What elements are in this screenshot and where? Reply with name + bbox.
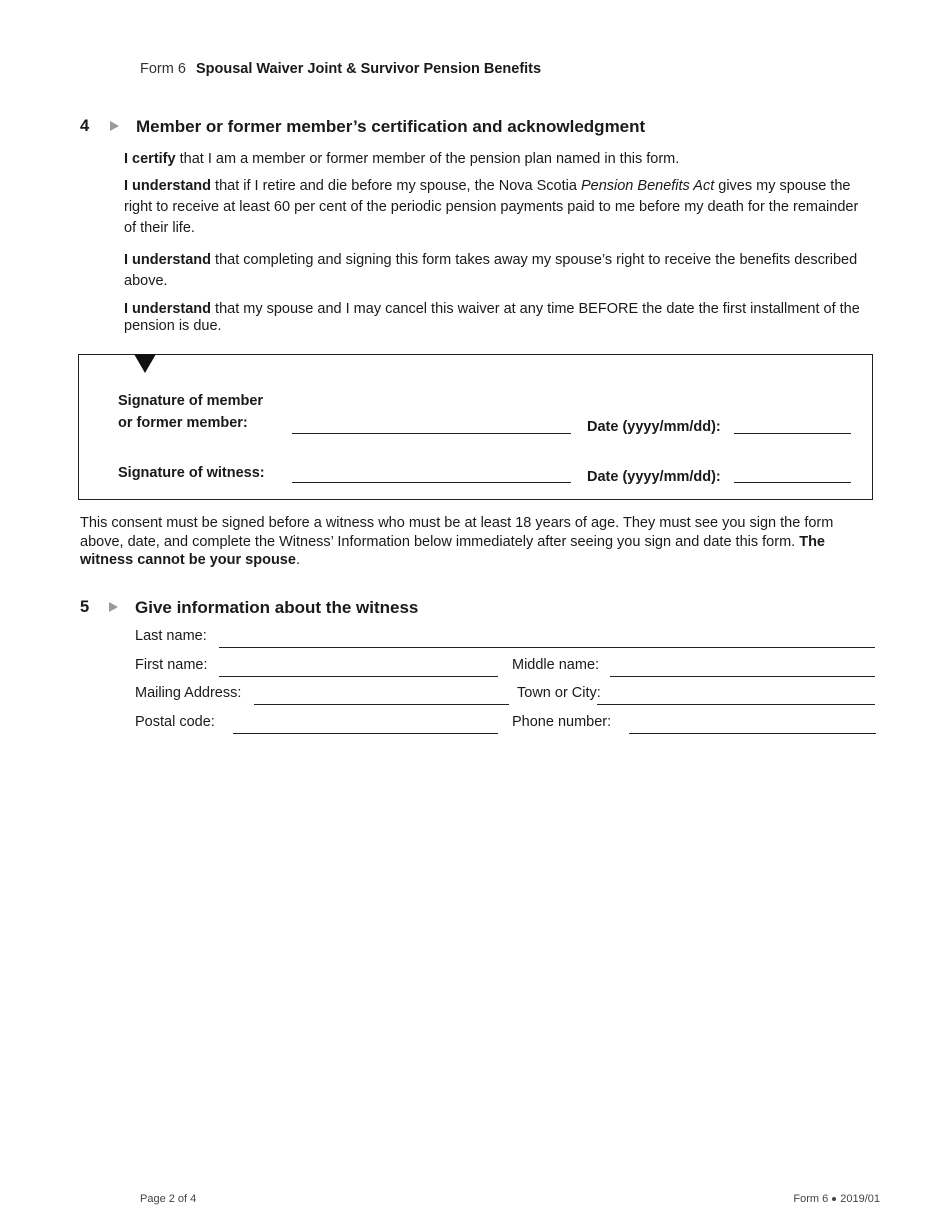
- member-date-label: Date (yyyy/mm/dd):: [587, 419, 721, 435]
- last-name-field[interactable]: [219, 647, 875, 648]
- postal-code-label: Postal code:: [135, 714, 215, 730]
- certify-lead: I certify: [124, 151, 176, 167]
- consent-paragraph: [80, 514, 870, 570]
- witness-signature-label: Signature of witness:: [118, 465, 265, 481]
- understand-text-1a: that if I retire and die before my spouse, the Nova Scotia: [211, 178, 581, 194]
- middle-name-label: Middle name:: [512, 657, 600, 673]
- phone-number-label: Phone number:: [512, 714, 612, 730]
- certify-text: that I am a member or former member of the pension plan named in this form.: [175, 151, 680, 167]
- consent-end: .: [295, 552, 300, 568]
- understand-text-2: that completing and signing this form takes away my spouse’s right to receive the benefits described above.: [124, 252, 858, 289]
- first-name-field[interactable]: [219, 676, 498, 677]
- consent-text: This consent must be signed before a witness who must be at least 18 years of age. They must see you sign the form above, date, and complete the Witness’ Information below immediately after seeing you sign and date this form.: [80, 515, 834, 550]
- understand-paragraph-3: [124, 301, 874, 335]
- understand-text-1b: gives my spouse the right to receive at least 60 per cent of the periodic pension payments paid to me before my death for the remainder of their life.: [124, 178, 859, 236]
- witness-date-label: Date (yyyy/mm/dd):: [587, 469, 721, 485]
- section-5-arrow-icon: [109, 602, 118, 612]
- form-number: Form 6: [140, 61, 186, 77]
- understand-lead-3: I understand: [124, 301, 212, 317]
- section-4-title: Member or former member’s certification and acknowledgment: [136, 117, 646, 136]
- pension-benefits-act: Pension Benefits Act: [580, 178, 715, 194]
- understand-paragraph-1: [124, 176, 874, 239]
- triangle-marker-icon: [134, 354, 156, 373]
- understand-lead-2: I understand: [124, 252, 212, 268]
- witness-signature-line[interactable]: [292, 482, 571, 483]
- first-name-label: First name:: [135, 657, 208, 673]
- understand-text-3: that my spouse and I may cancel this waiver at any time BEFORE the date the first installment of the pension is due.: [124, 301, 860, 334]
- town-city-field[interactable]: [597, 704, 875, 705]
- form-title: Spousal Waiver Joint & Survivor Pension Benefits: [195, 61, 542, 77]
- footer-form-number: Form 6: [793, 1193, 829, 1205]
- form-header: [140, 61, 541, 77]
- last-name-label: Last name:: [135, 628, 207, 644]
- member-signature-label: [118, 390, 263, 434]
- section-5-number: 5: [80, 598, 90, 616]
- section-4-arrow-icon: [110, 121, 119, 131]
- mailing-address-label: Mailing Address:: [135, 685, 242, 701]
- member-signature-label-line2: or former member:: [118, 415, 248, 431]
- town-city-label: Town or City:: [517, 685, 601, 701]
- footer-version: 2019/01: [840, 1193, 880, 1205]
- consent-bold: The witness cannot be your spouse: [80, 533, 825, 568]
- page-number: Page 2 of 4: [140, 1193, 197, 1205]
- certify-paragraph: [124, 149, 874, 170]
- middle-name-field[interactable]: [610, 676, 875, 677]
- section-4-number: 4: [80, 117, 90, 135]
- member-date-line[interactable]: [734, 433, 851, 434]
- phone-number-field[interactable]: [629, 733, 876, 734]
- bullet-icon: [832, 1197, 836, 1201]
- member-signature-label-line1: Signature of member: [118, 393, 264, 409]
- postal-code-field[interactable]: [233, 733, 498, 734]
- witness-date-line[interactable]: [734, 482, 851, 483]
- section-5-title: Give information about the witness: [135, 598, 419, 617]
- member-signature-line[interactable]: [292, 433, 571, 434]
- form-reference: [793, 1193, 880, 1205]
- understand-lead-1: I understand: [124, 178, 212, 194]
- mailing-address-field[interactable]: [254, 704, 509, 705]
- understand-paragraph-2: [124, 250, 874, 292]
